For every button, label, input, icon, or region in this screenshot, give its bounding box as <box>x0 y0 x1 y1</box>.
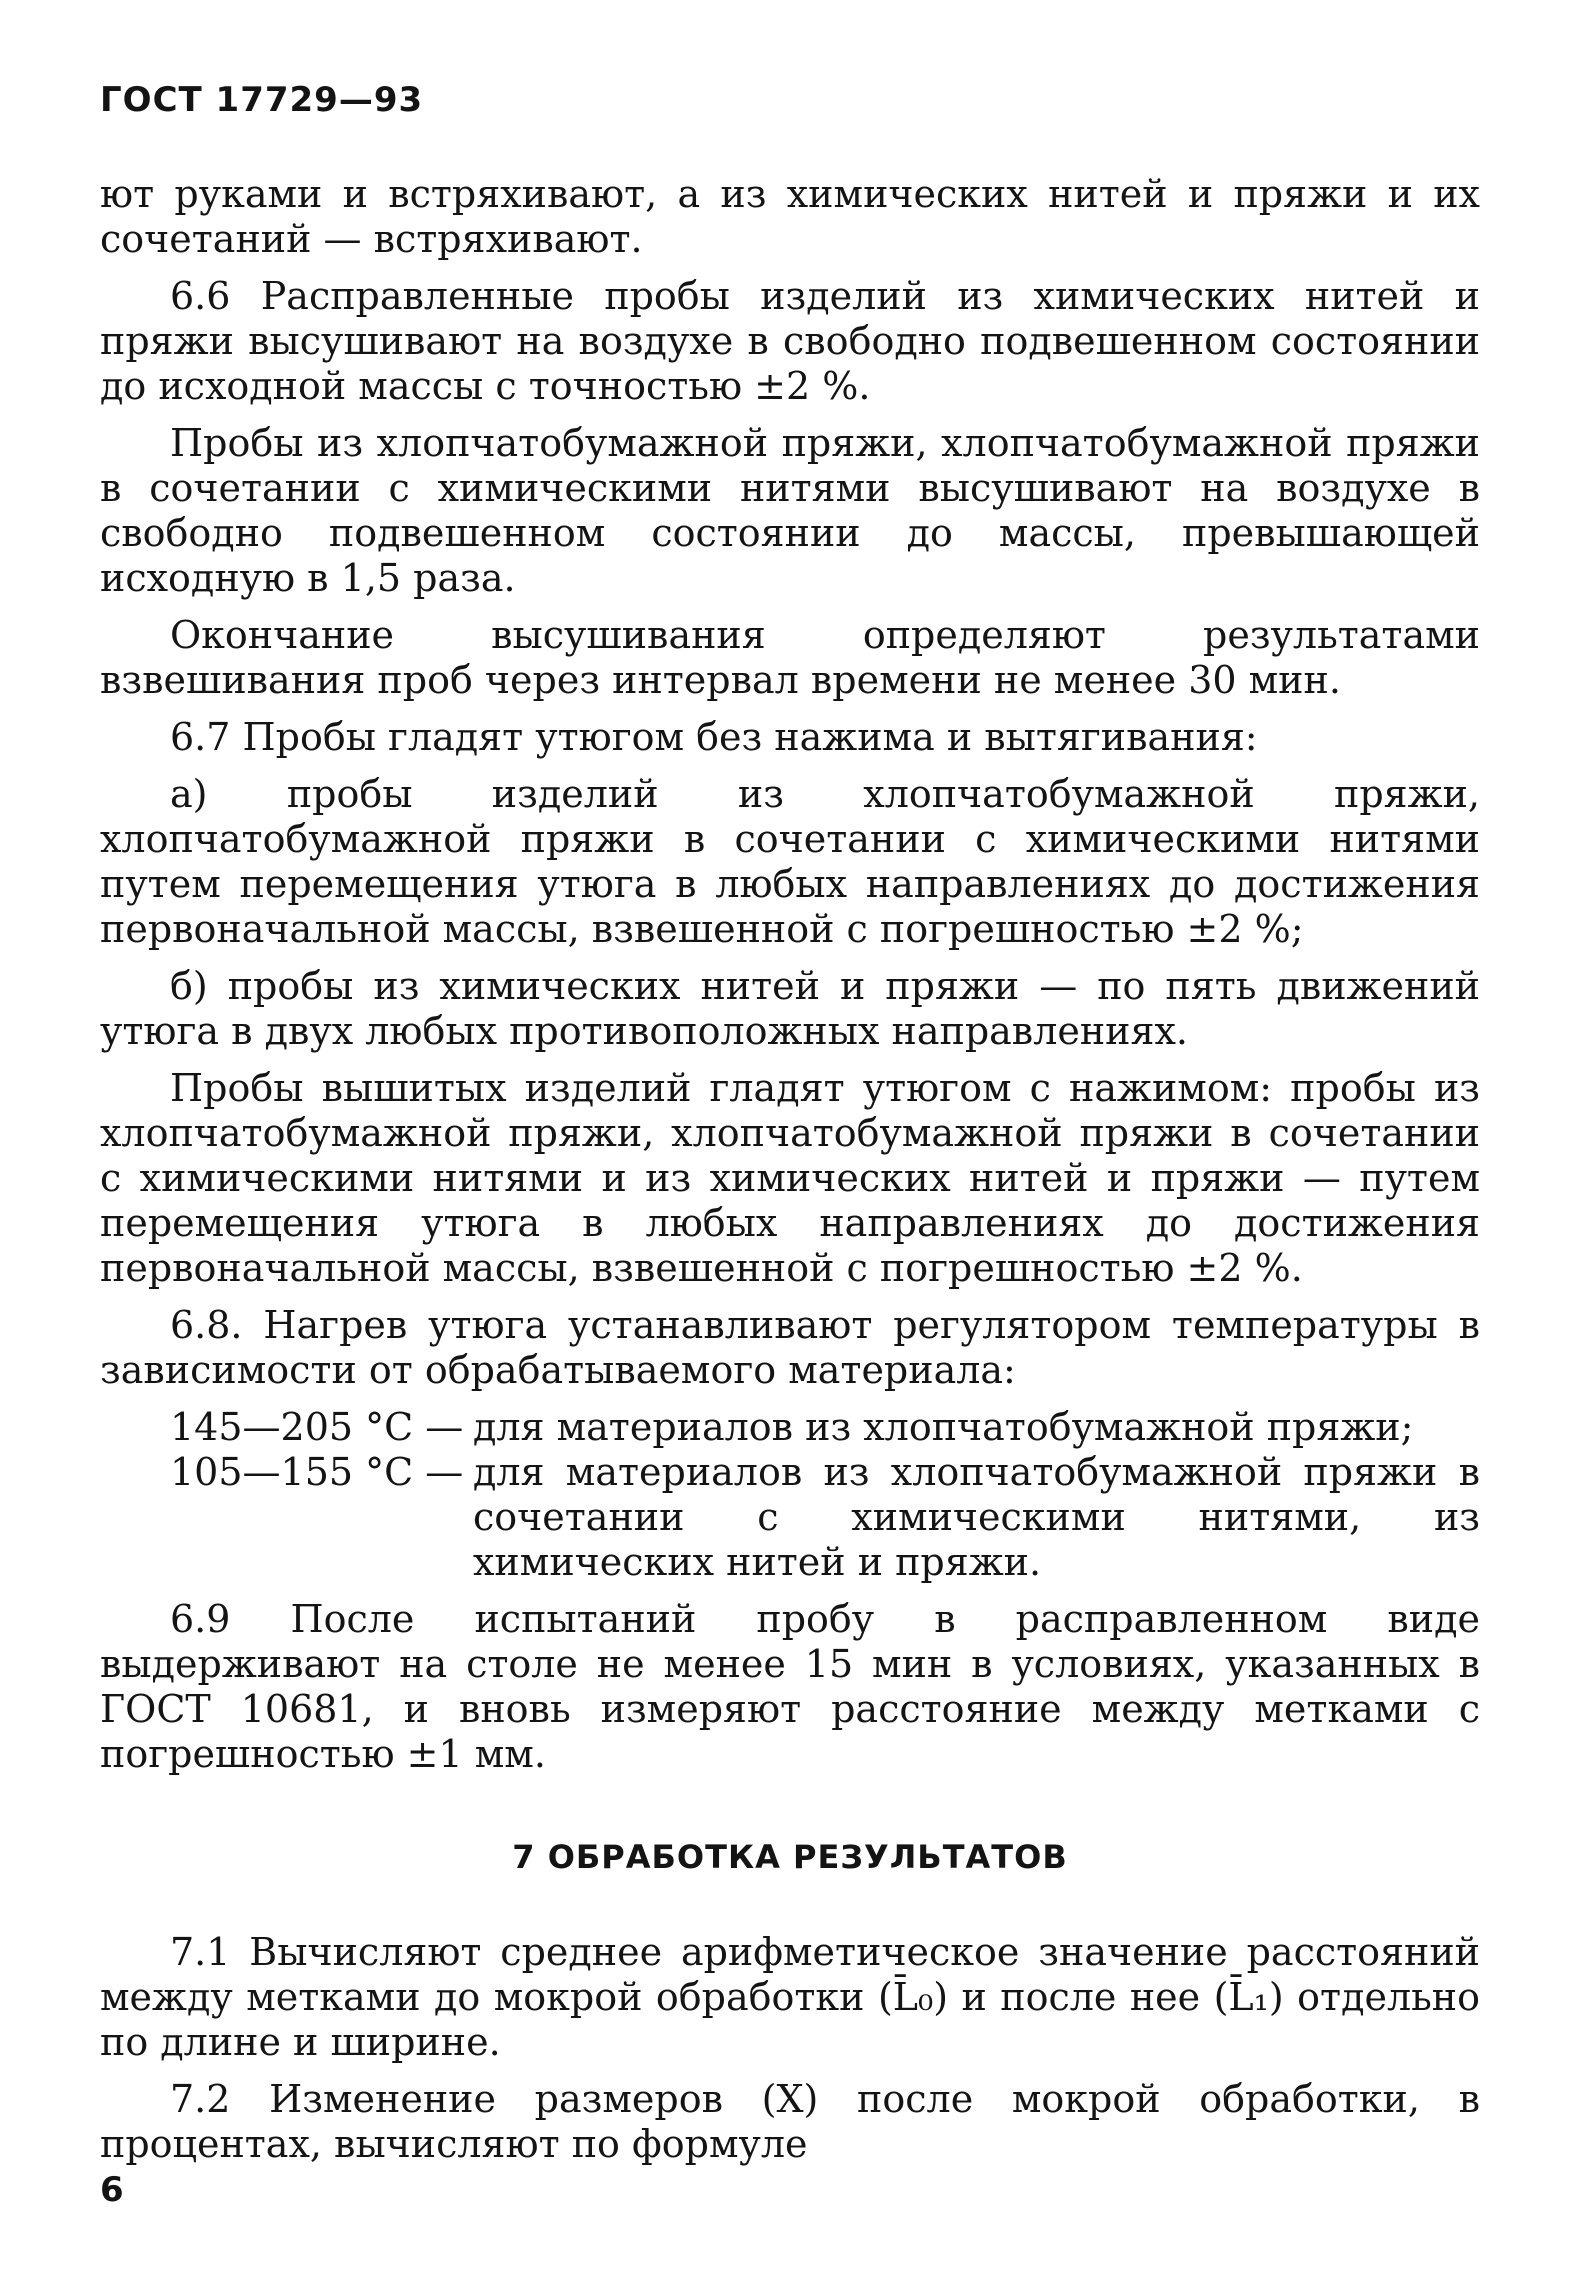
section-title: 7 ОБРАБОТКА РЕЗУЛЬТАТОВ <box>512 1838 1068 1876</box>
temperature-range: 105—155 °С — <box>170 1450 464 1494</box>
paragraph-6-8: 6.8. Нагрев утюга устанавливают регулятором температуры в зависимости от обрабатываемого материала: <box>100 1303 1480 1392</box>
paragraph-6-7: 6.7 Пробы гладят утюгом без нажима и вытягивания: <box>170 715 1258 759</box>
paragraph-7-1: 7.1 Вычисляют среднее арифметическое значение расстояний между метками до мокрой обработки (L̄₀) и после нее (L̄₁) отдельно по длине и ширине. <box>100 1930 1480 2064</box>
paragraph-6-7-a: а) пробы изделий из хлопчатобумажной пряжи, хлопчатобумажной пряжи в сочетании с химическими нитями путем перемещения утюга в любых направлениях до достижения первоначальной массы, взвешенной с погрешностью ±2 %; <box>100 772 1480 951</box>
temperature-description: для материалов из хлопчатобумажной пряжи в сочетании с химическими нитями, из химических нитей и пряжи. <box>473 1450 1480 1584</box>
paragraph-drying-cotton: Пробы из хлопчатобумажной пряжи, хлопчатобумажной пряжи в сочетании с химическими нитями высушивают на воздухе в свободно подвешенном состоянии до массы, превышающей исходную в 1,5 раза. <box>100 421 1480 600</box>
paragraph-continuation: ют руками и встряхивают, а из химических нитей и пряжи и их сочетаний — встряхивают. <box>100 172 1480 261</box>
temperature-row-2 <box>100 1450 1480 1585</box>
paragraph-6-9: 6.9 После испытаний пробу в расправленном виде выдерживают на столе не менее 15 мин в условиях, указанных в ГОСТ 10681, и вновь измеряют расстояние между метками с погрешностью ±1 мм. <box>100 1597 1480 1776</box>
document-body <box>100 172 1480 2179</box>
paragraph-drying-end: Окончание высушивания определяют результатами взвешивания проб через интервал времени не менее 30 мин. <box>100 613 1480 702</box>
paragraph-embroidered: Пробы вышитых изделий гладят утюгом с нажимом: пробы из хлопчатобумажной пряжи, хлопчатобумажной пряжи в сочетании с химическими нитями и из химических нитей и пряжи — путем перемещения утюга в любых направлениях до достижения первоначальной массы, взвешенной с погрешностью ±2 %. <box>100 1066 1480 1290</box>
paragraph-6-6: 6.6 Расправленные пробы изделий из химических нитей и пряжи высушивают на воздухе в свободно подвешенном состоянии до исходной массы с точностью ±2 %. <box>100 274 1480 408</box>
temperature-row-1 <box>100 1405 1480 1450</box>
paragraph-7-2: 7.2 Изменение размеров (X) после мокрой обработки, в процентах, вычисляют по формуле <box>100 2077 1480 2166</box>
paragraph-6-7-b: б) пробы из химических нитей и пряжи — по пять движений утюга в двух любых противоположных направлениях. <box>100 964 1480 1053</box>
page-number: 6 <box>100 2170 124 2210</box>
document-header: ГОСТ 17729—93 <box>100 80 424 120</box>
temperature-range: 145—205 °С — <box>170 1405 464 1449</box>
temperature-description: для материалов из хлопчатобумажной пряжи; <box>473 1405 1414 1449</box>
